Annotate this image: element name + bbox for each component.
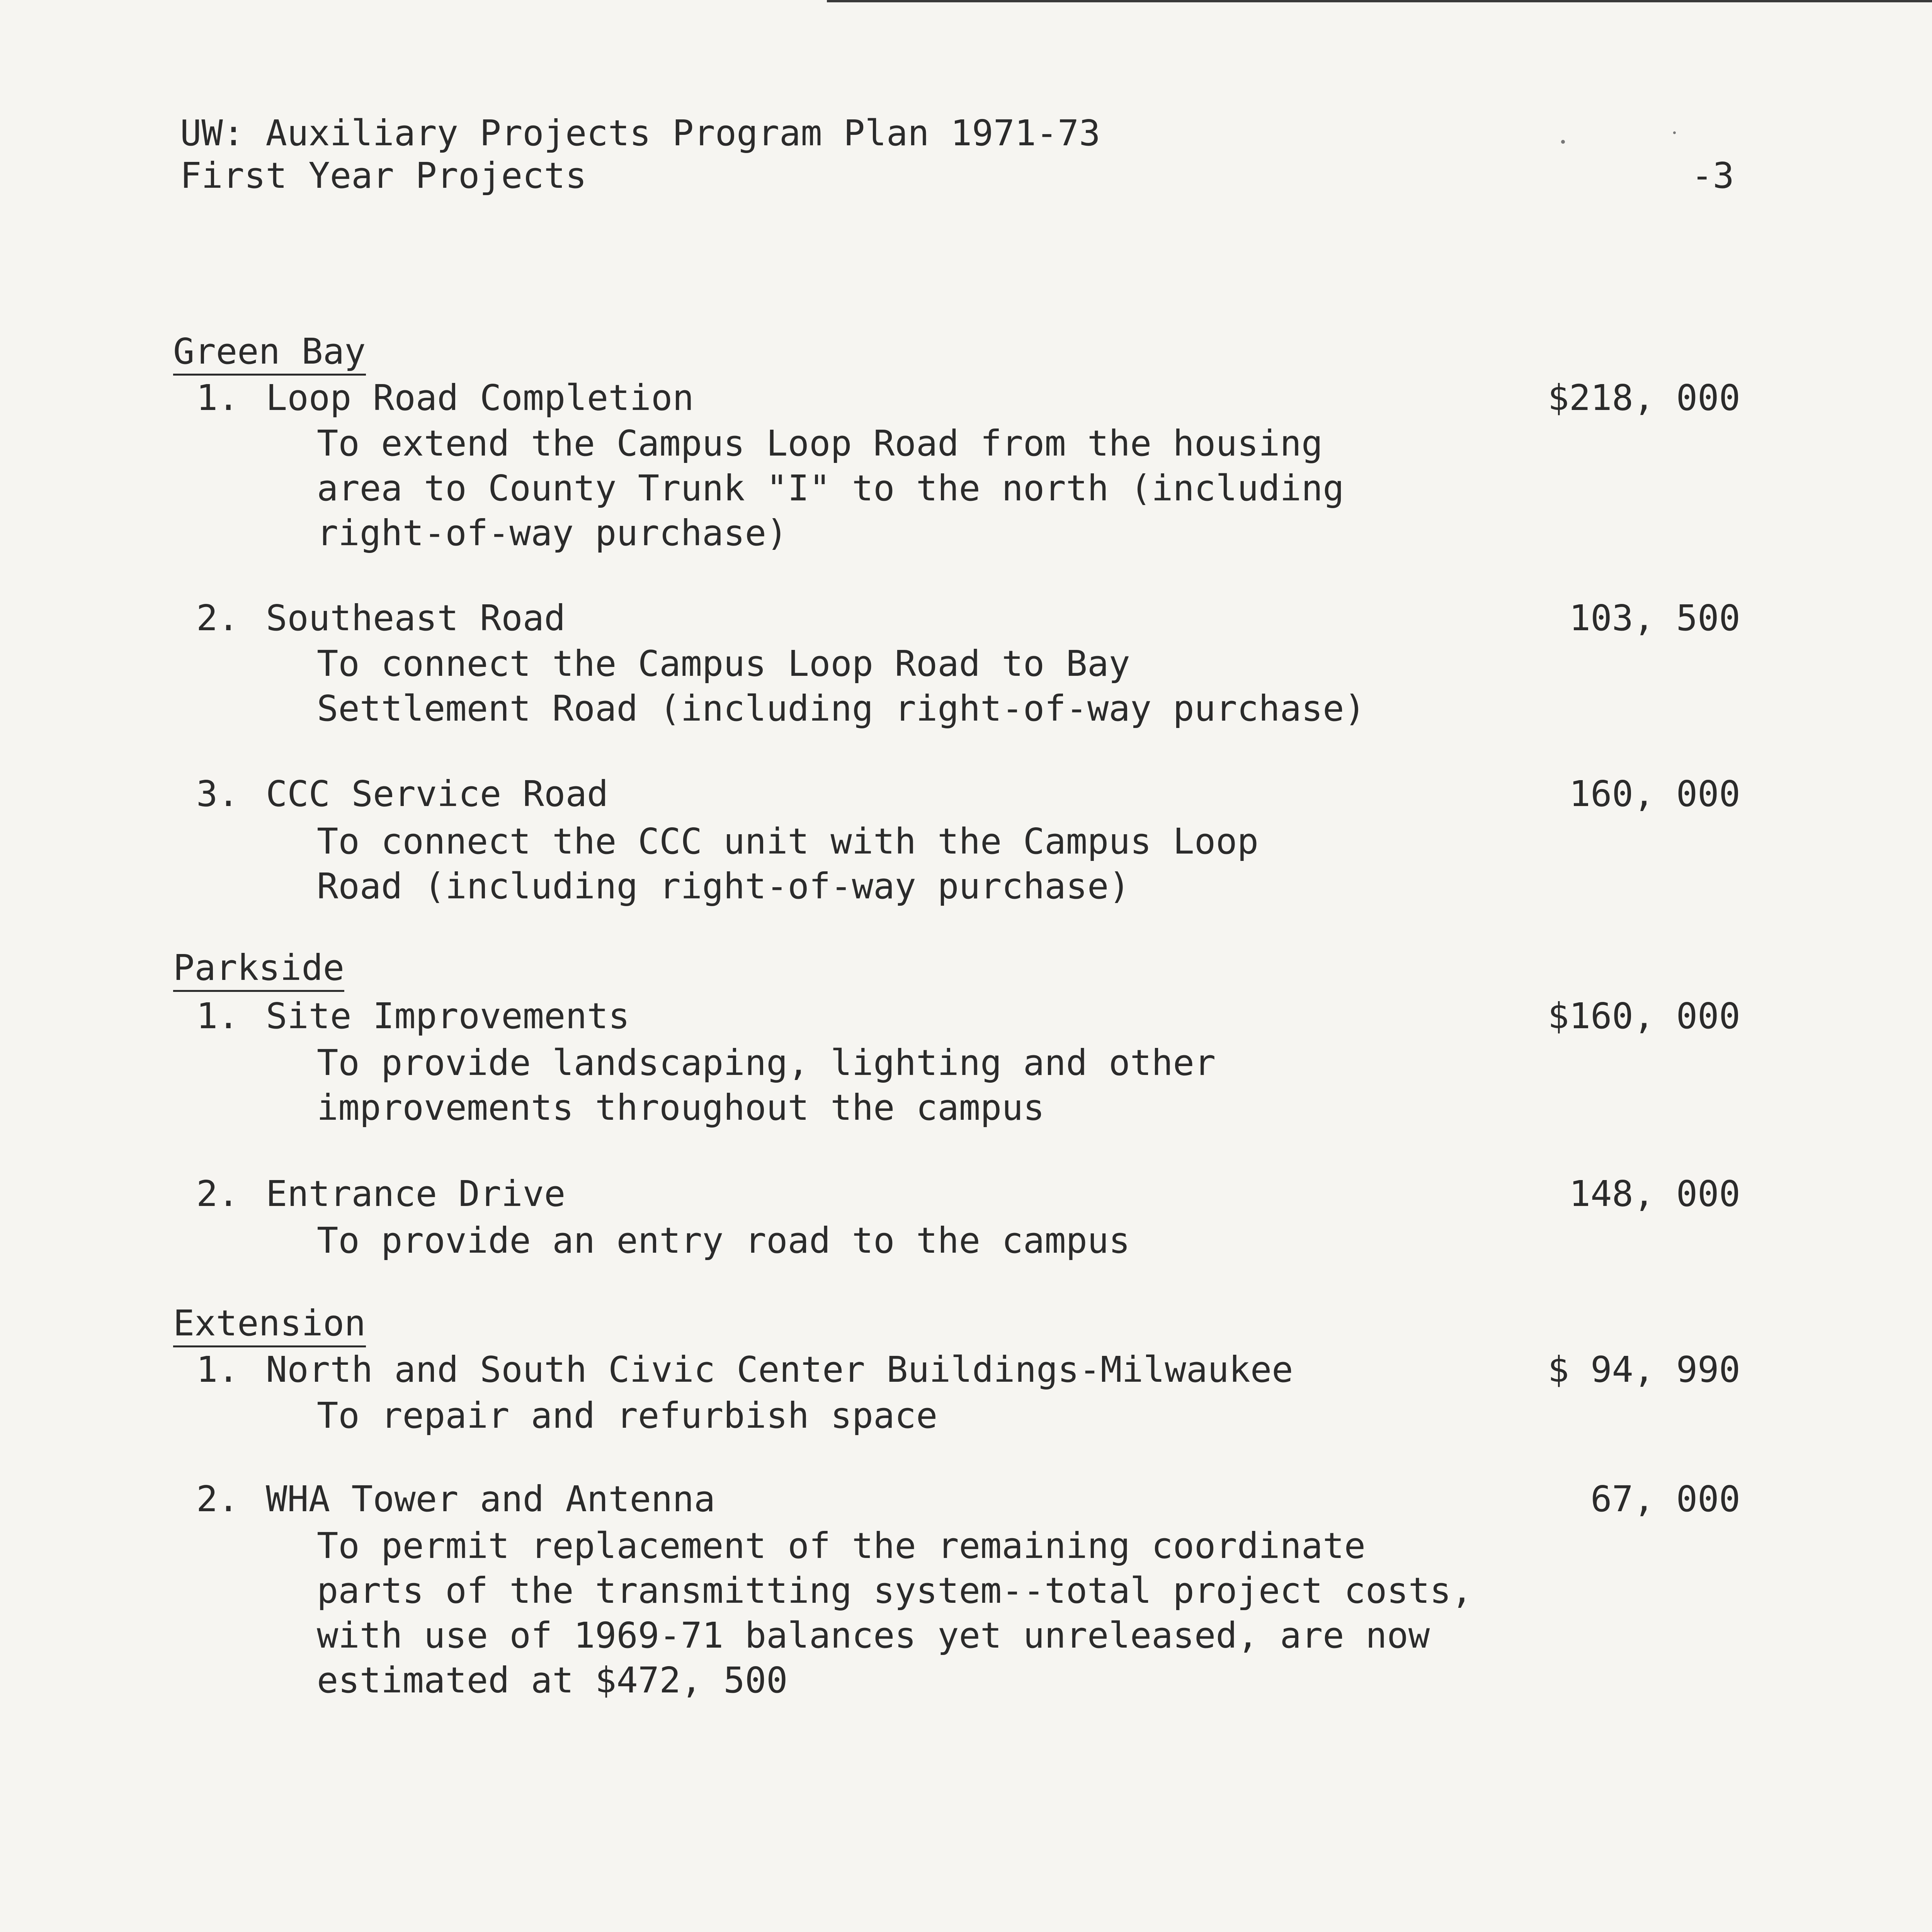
item-amount: 103, 500: [1569, 597, 1740, 639]
section-heading-extension: Extension: [173, 1302, 366, 1347]
item-number: 1.: [196, 1349, 239, 1390]
item-description: To extend the Campus Loop Road from the housing area to County Trunk "I" to the north (including right-of-way purchase): [317, 423, 1344, 554]
item-amount: $160, 000: [1548, 995, 1740, 1037]
item-title-entrance-drive: [196, 1173, 565, 1215]
item-title-wha-tower: [196, 1478, 715, 1520]
item-number: 2.: [196, 1478, 239, 1520]
item-description: To connect the CCC unit with the Campus Loop Road (including right-of-way purchase): [317, 821, 1259, 907]
item-amount: $218, 000: [1548, 377, 1740, 418]
item-description: To permit replacement of the remaining coordinate parts of the transmitting system--total project costs, with use of 1969-71 balances yet unreleased, are now estimated at $472, 500: [317, 1525, 1473, 1701]
item-title-loop-road: [196, 377, 694, 419]
section-heading-green-bay: Green Bay: [173, 330, 366, 376]
item-amount: $ 94, 990: [1548, 1349, 1740, 1390]
document-subtitle: First Year Projects: [180, 155, 587, 196]
item-amount: 160, 000: [1569, 773, 1740, 815]
item-amount: 148, 000: [1569, 1173, 1740, 1214]
item-description: To provide landscaping, lighting and other improvements throughout the campus: [317, 1042, 1216, 1128]
page-number: -3: [1691, 155, 1734, 196]
top-edge-rule: [827, 0, 1932, 2]
item-number: 2.: [196, 1173, 239, 1214]
section-heading-parkside: Parkside: [173, 947, 344, 992]
item-title-southeast-road: [196, 597, 565, 639]
margin-dot-mark: [1561, 140, 1565, 144]
margin-dot-mark: [1673, 131, 1676, 134]
document-title: UW: Auxiliary Projects Program Plan 1971-73: [180, 112, 1100, 154]
item-number: 1.: [196, 377, 239, 418]
item-amount: 67, 000: [1590, 1478, 1740, 1520]
item-title-text: North and South Civic Center Buildings-Milwaukee: [266, 1349, 1293, 1390]
item-number: 2.: [196, 597, 239, 639]
item-title-text: Entrance Drive: [266, 1173, 566, 1214]
item-description: To connect the Campus Loop Road to Bay Settlement Road (including right-of-way purchase): [317, 643, 1366, 729]
item-title-civic-center: [196, 1349, 1293, 1391]
item-description: To repair and refurbish space: [317, 1395, 938, 1436]
item-title-text: WHA Tower and Antenna: [266, 1478, 716, 1520]
item-title-text: Southeast Road: [266, 597, 566, 639]
item-title-ccc-service-road: [196, 773, 608, 815]
item-title-text: Loop Road Completion: [266, 377, 694, 418]
item-number: 3.: [196, 773, 239, 815]
item-title-text: Site Improvements: [266, 995, 630, 1037]
item-number: 1.: [196, 995, 239, 1037]
item-description: To provide an entry road to the campus: [317, 1220, 1130, 1261]
item-title-site-improvements: [196, 995, 630, 1037]
item-title-text: CCC Service Road: [266, 773, 609, 815]
